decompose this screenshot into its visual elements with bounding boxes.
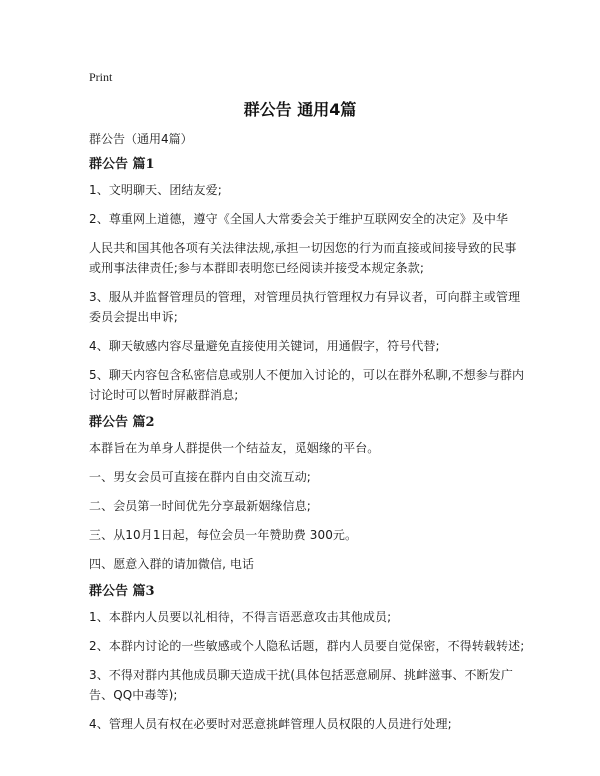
paragraph: 2、尊重网上道德，遵守《全国人大常委会关于维护互联网安全的决定》及中华	[89, 212, 509, 226]
document-body	[89, 130, 525, 739]
paragraph: 3、服从并监督管理员的管理，对管理员执行管理权力有异议者，可向群主或管理委员会提出申诉;	[89, 290, 521, 324]
section-heading: 群公告 篇2	[89, 415, 155, 430]
paragraph: 3、不得对群内其他成员聊天造成干扰(具体包括恶意刷屏、挑衅滋事、不断发广告、QQ中毒等);	[89, 668, 513, 702]
paragraph: 二、会员第一时间优先分享最新姻缘信息;	[89, 499, 311, 513]
page-title: 群公告 通用4篇	[243, 100, 357, 119]
paragraph: 2、本群内讨论的一些敏感或个人隐私话题，群内人员要自觉保密，不得转载转述;	[89, 639, 525, 653]
paragraph: 三、从10月1日起，每位会员一年赞助费 300元。	[89, 528, 358, 542]
paragraph: 人民共和国其他各项有关法律法规,承担一切因您的行为而直接或间接导致的民事或刑事法律责任;参与本群即表明您已经阅读并接受本规定条款;	[89, 241, 517, 275]
paragraph: 1、文明聊天、团结友爱;	[89, 183, 222, 197]
paragraph: 一、男女会员可直接在群内自由交流互动;	[89, 470, 311, 484]
paragraph: 1、本群内人员要以礼相待，不得言语恶意攻击其他成员;	[89, 610, 392, 624]
paragraph: 4、聊天敏感内容尽量避免直接使用关键词，用通假字，符号代替;	[89, 339, 440, 353]
paragraph: 5、聊天内容包含私密信息或别人不便加入讨论的，可以在群外私聊,不想参与群内讨论时可以暂时屏蔽群消息;	[89, 368, 525, 402]
section-heading: 群公告 篇1	[89, 157, 155, 172]
paragraph: 本群旨在为单身人群提供一个结益友，觅姻缘的平台。	[89, 441, 380, 455]
document-subtitle: 群公告（通用4篇）	[89, 132, 193, 146]
paragraph: 4、管理人员有权在必要时对恶意挑衅管理人员权限的人员进行处理;	[89, 717, 452, 731]
section-heading: 群公告 篇3	[89, 584, 155, 599]
section-3	[89, 583, 525, 734]
section-2	[89, 414, 525, 574]
paragraph: 四、愿意入群的请加微信, 电话	[89, 557, 255, 571]
print-label[interactable]: Print	[89, 70, 113, 84]
section-1	[89, 156, 525, 405]
